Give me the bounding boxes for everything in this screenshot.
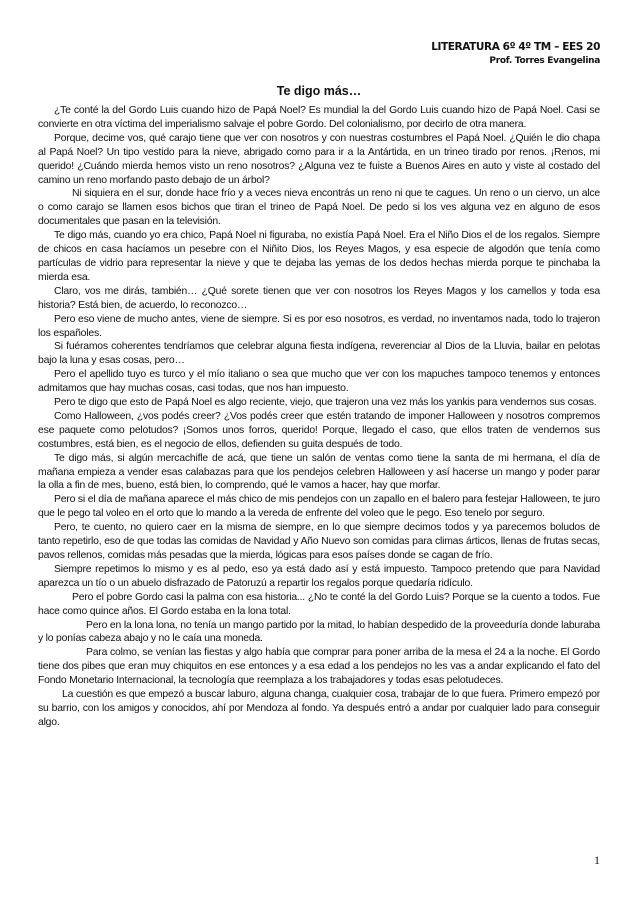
paragraph: Ni siquiera en el sur, donde hace frío y a veces nieva encontrás un reno ni que te cagues. Un reno o un ciervo, un alce o como carajo se llamen esos bichos que tiran el trineo de Papá Noel. De pedo si los ves alguna vez en alguno de esos documentales que pasan en la televisión. — [38, 188, 600, 228]
paragraph: Pero en la lona lona, no tenía un mango partido por la mitad, lo habían despedido de la proveeduría donde laburaba y lo ponías cabeza abajo y no le caía una moneda. — [38, 619, 600, 645]
paragraph: Pero el apellido tuyo es turco y el mío italiano o sea que mucho que ver con los mapuches tampoco tenemos y entonces admitamos que hay muchas cosas, casi todas, que nos han impuesto. — [38, 369, 600, 395]
paragraph: Pero si el día de mañana aparece el más chico de mis pendejos con un zapallo en el balero para festejar Halloween, te juro que le pego tal voleo en el orto que lo mando a la vereda de enfrente del voleo que le pego. Eso tenelo por seguro. — [38, 494, 600, 520]
paragraph: Te digo más, cuando yo era chico, Papá Noel ni figuraba, no existía Papá Noel. Era el Niño Dios el de los regalos. Siempre de chicos en casa hacíamos un pesebre con el Niñito Dios, los Reyes Magos, y esa especie de algodón que tenía como partículas de vidrio para representar la nieve y que te dejaba las yemas de los dedos hechas mierda porque te pinchaba la mierda esa. — [38, 230, 600, 283]
paragraph: Te digo más, si algún mercachifle de acá, que tiene un salón de ventas como tiene la santa de mi hermana, el día de mañana empieza a vender esas calabazas para que los pendejos celebren Halloween y así hacerse un mango y poder parar la olla a fin de mes, bueno, está bien, lo comprendo, qué le vamos a hacer, hay que morfar. — [38, 452, 600, 492]
paragraph: Pero el pobre Gordo casi la palma con esa historia... ¿No te conté la del Gordo Luis? Porque se la cuento a todos. Fue hace como quince años. El Gordo estaba en la lona total. — [38, 591, 600, 617]
paragraph: Si fuéramos coherentes tendríamos que celebrar alguna fiesta indígena, reverenciar al Dios de la Lluvia, bailar en pelotas bajo la luna y esas cosas, pero… — [38, 341, 600, 367]
document-header — [431, 40, 600, 68]
page-number: 1 — [594, 853, 600, 867]
paragraph: Para colmo, se venían las fiestas y algo había que comprar para poner arriba de la mesa el 24 a la noche. El Gordo tiene dos pibes que eran muy chiquitos en ese entonces y a esa edad a los pendejos no les vas a andar explicando el fato del Fondo Monetario Internacional, la tecnología que reemplaza a los trabajadores y todas esas pelotudeces. — [38, 647, 600, 687]
teacher-label: Prof. Torres Evangelina — [489, 56, 600, 66]
paragraph: La cuestión es que empezó a buscar laburo, alguna changa, cualquier cosa, trabajar de lo que fuera. Primero empezó por su barrio, con los amigos y conocidos, ahí por Mendoza al fondo. Ya después entró a andar por cualquier lado para conseguir algo. — [38, 689, 600, 728]
course-label: LITERATURA 6º 4º TM – EES 20 — [431, 41, 600, 53]
paragraph: Porque, decime vos, qué carajo tiene que ver con nosotros y con nuestras costumbres el Papá Noel. ¿Quién le dio chapa al Papá Noel? Un tipo vestido para la nieve, abrigado como para ir a la Antártida, en un trineo tirado por renos. ¡Renos, mi querido! ¿Cuándo mierda hemos visto un reno nosotros? ¿Alguna vez te fuiste a Buenos Aires en auto y viste al costado del camino un reno morfando pasto debajo de un árbol? — [38, 132, 600, 186]
paragraph: ¿Te conté la del Gordo Luis cuando hizo de Papá Noel? Es mundial la del Gordo Luis cuando hizo de Papá Noel. Casi se convierte en otra víctima del imperialismo salvaje el pobre Gordo. Del colonialismo, por decirlo de otra manera. — [38, 105, 600, 130]
story-body — [38, 104, 600, 730]
paragraph: Pero eso viene de mucho antes, viene de siempre. Si es por eso nosotros, es verdad, no inventamos nada, todo lo trajeron los españoles. — [38, 313, 600, 339]
paragraph: Claro, vos me dirás, también… ¿Qué sorete tienen que ver con nosotros los Reyes Magos y los camellos y toda esa historia? Está bien, de acuerdo, lo reconozco… — [38, 285, 600, 311]
paragraph: Siempre repetimos lo mismo y es al pedo, eso ya está dado así y está impuesto. Tampoco pretendo que para Navidad aparezca un tío o un abuelo disfrazado de Patoruzú a repartir los regalos porque quedaría ridículo. — [38, 563, 600, 589]
paragraph: Como Halloween, ¿vos podés creer? ¿Vos podés creer que estén tratando de imponer Halloween y nosotros compremos ese paquete como pelotudos? ¡Somos unos forros, querido! Porque, llegado el caso, que ellos traten de vendernos sus costumbres, está bien, es el negocio de ellos, defienden su guita después de todo. — [38, 410, 600, 450]
page-title: Te digo más… — [276, 84, 362, 98]
paragraph: Pero, te cuento, no quiero caer en la misma de siempre, en lo que siempre decimos todos y ya parecemos boludos de tanto repetirlo, eso de que todas las comidas de Navidad y Año Nuevo son comidas para climas árticos, llenas de frutas secas, pavos rellenos, comidas más pesadas que la mierda, lógicas para esos países donde se cagan de frío. — [38, 522, 600, 561]
paragraph: Pero te digo que esto de Papá Noel es algo reciente, viejo, que trajeron una vez más los yankis para vendernos sus cosas. — [54, 397, 597, 409]
